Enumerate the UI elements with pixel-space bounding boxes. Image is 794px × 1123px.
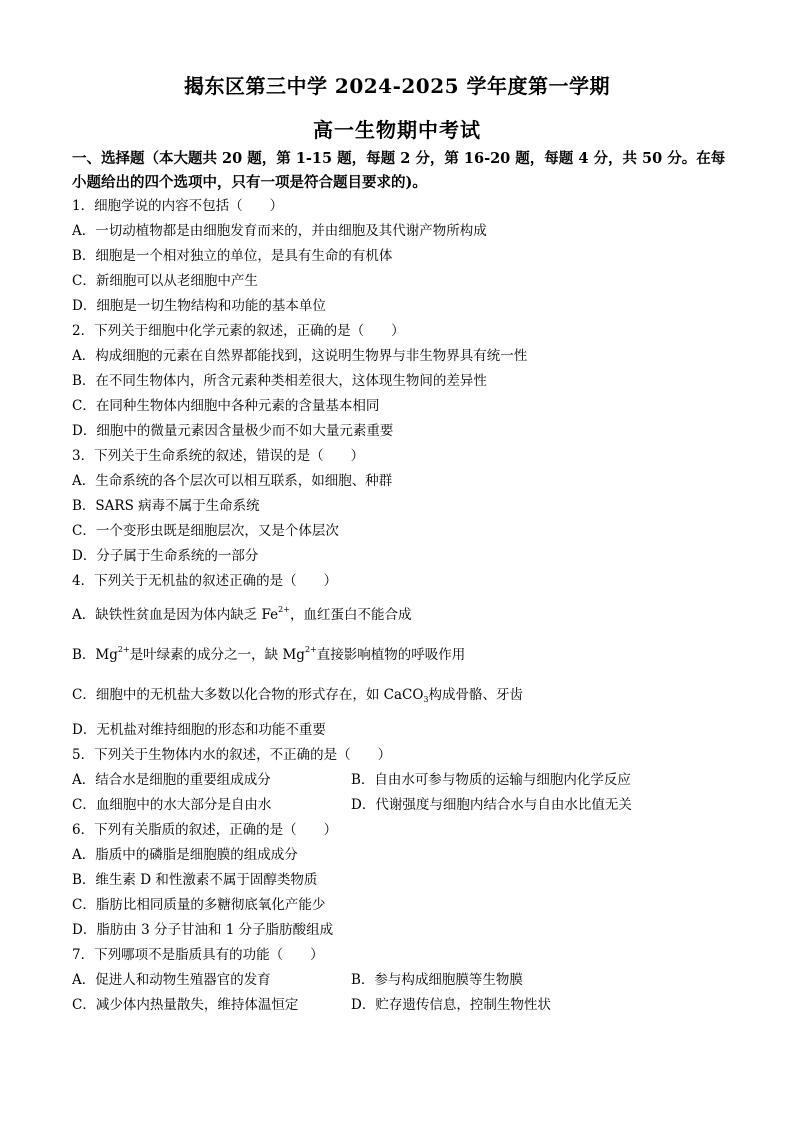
q4-option-d: D．无机盐对维持细胞的形态和功能不重要 xyxy=(72,722,326,738)
q6-option-c: C．脂肪比相同质量的多糖彻底氧化产能少 xyxy=(72,897,326,913)
q1-option-c: C．新细胞可以从老细胞中产生 xyxy=(72,273,258,289)
q2-option-a: A．构成细胞的元素在自然界都能找到，这说明生物界与非生物界具有统一性 xyxy=(72,348,528,364)
q5-option-d: D．代谢强度与细胞内结合水与自由水比值无关 xyxy=(351,797,632,813)
q3-stem: 3．下列关于生命系统的叙述，错误的是（ ） xyxy=(72,448,365,464)
q1-stem: 1．细胞学说的内容不包括（ ） xyxy=(72,198,284,214)
q7-option-c: C．减少体内热量散失，维持体温恒定 xyxy=(72,997,299,1013)
q6-option-d: D．脂肪由 3 分子甘油和 1 分子脂肪酸组成 xyxy=(72,922,334,938)
exam-title: 高一生物期中考试 xyxy=(313,118,481,142)
school-title: 揭东区第三中学 2024-2025 学年度第一学期 xyxy=(183,74,611,98)
q3-option-b: B．SARS 病毒不属于生命系统 xyxy=(72,498,260,514)
q7-option-b: B．参与构成细胞膜等生物膜 xyxy=(351,972,523,988)
q1-option-d: D．细胞是一切生物结构和功能的基本单位 xyxy=(72,298,326,314)
q2-option-d: D．细胞中的微量元素因含量极少而不如大量元素重要 xyxy=(72,423,394,439)
q2-stem: 2．下列关于细胞中化学元素的叙述，正确的是（ ） xyxy=(72,323,405,339)
q3-option-a: A．生命系统的各个层次可以相互联系，如细胞、种群 xyxy=(72,473,393,489)
q5-option-b: B．自由水可参与物质的运输与细胞内化学反应 xyxy=(351,772,631,788)
q7-option-a: A．促进人和动物生殖器官的发育 xyxy=(72,972,271,988)
q5-option-a: A．结合水是细胞的重要组成成分 xyxy=(72,772,271,788)
q7-stem: 7．下列哪项不是脂质具有的功能（ ） xyxy=(72,947,324,963)
q4-option-c: C．细胞中的无机盐大多数以化合物的形式存在，如 CaCO$_3$构成骨骼、牙齿 xyxy=(72,687,523,704)
q3-option-d: D．分子属于生命系统的一部分 xyxy=(72,548,259,564)
q7-option-d: D．贮存遗传信息，控制生物性状 xyxy=(351,997,551,1013)
q4-option-b: B．$Mg^{2+}$是叶绿素的成分之一，缺 $Mg^{2+}$直接影响植物的呼吸作用 xyxy=(72,645,466,663)
section-heading: 一、选择题（本大题共 20 题，第 1-15 题，每题 2 分，第 16-20 题，每题 4 分，共 50 分。在每小题给出的四个选项中，只有一项是符合题目要求的)。 xyxy=(72,150,726,191)
q1-option-a: A．一切动植物都是由细胞发育而来的，并由细胞及其代谢产物所构成 xyxy=(72,223,487,239)
q2-option-b: B．在不同生物体内，所含元素种类相差很大，这体现生物间的差异性 xyxy=(72,373,487,389)
q3-option-c: C．一个变形虫既是细胞层次，又是个体层次 xyxy=(72,523,339,539)
q4-option-a: A．缺铁性贫血是因为体内缺乏 $Fe^{2+}$，血红蛋白不能合成 xyxy=(72,605,412,623)
q6-stem: 6．下列有关脂质的叙述，正确的是（ ） xyxy=(72,822,338,838)
q4-stem: 4．下列关于无机盐的叙述正确的是（ ） xyxy=(72,573,338,589)
q1-option-b: B．细胞是一个相对独立的单位，是具有生命的有机体 xyxy=(72,248,393,264)
q5-stem: 5．下列关于生物体内水的叙述，不正确的是（ ） xyxy=(72,747,392,763)
q6-option-a: A．脂质中的磷脂是细胞膜的组成成分 xyxy=(72,847,298,863)
q5-option-c: C．血细胞中的水大部分是自由水 xyxy=(72,797,272,813)
q2-option-c: C．在同种生物体内细胞中各种元素的含量基本相同 xyxy=(72,398,380,414)
q6-option-b: B．维生素 D 和性激素不属于固醇类物质 xyxy=(72,872,318,888)
